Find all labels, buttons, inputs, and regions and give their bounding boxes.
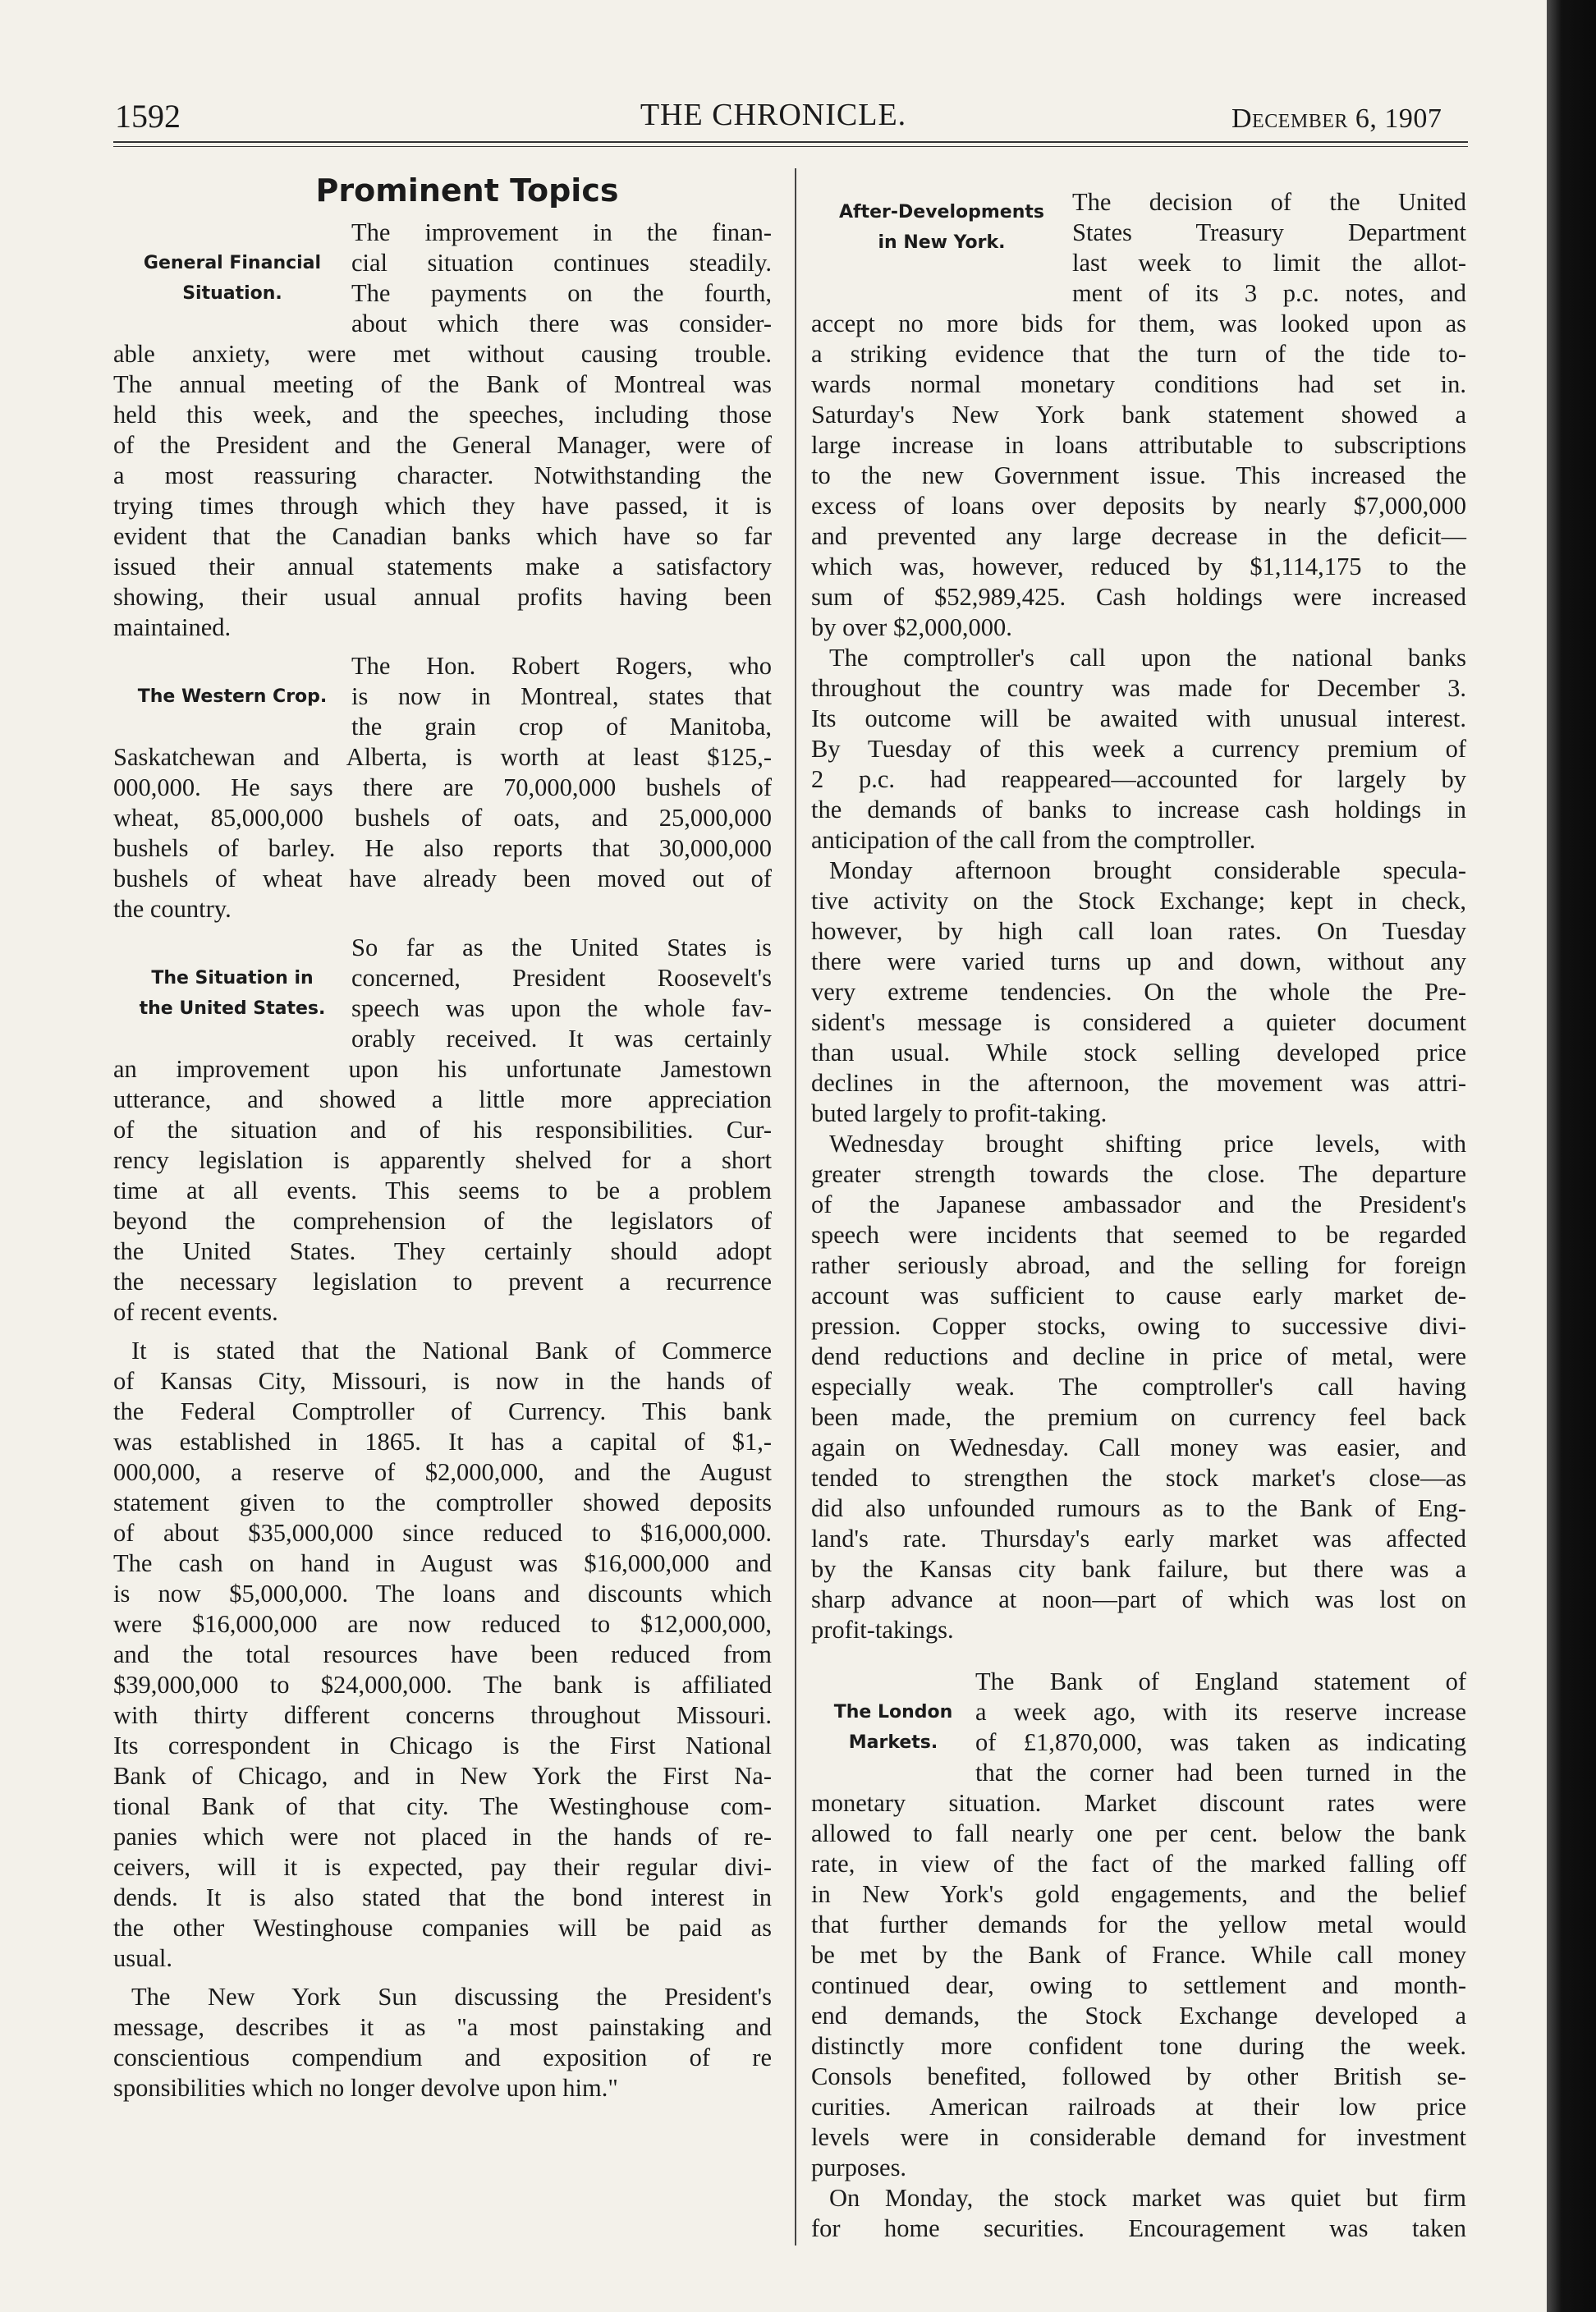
text-line: panies which were not placed in the hands of re- xyxy=(113,1823,772,1851)
text-line: On Monday, the stock market was quiet but firm xyxy=(829,2184,1466,2212)
text-line: did also unfounded rumours as to the Bank of Eng- xyxy=(811,1494,1466,1522)
paragraph-monday-afternoon xyxy=(811,856,1466,1129)
text-line: Saturday's New York bank statement showed a xyxy=(811,401,1466,429)
text-line: profit-takings. xyxy=(811,1616,954,1644)
header-rule-thin xyxy=(113,146,1468,147)
text-line: that the corner had been turned in the xyxy=(975,1759,1466,1787)
text-line: about which there was consider- xyxy=(351,310,772,337)
text-line: able anxiety, were met without causing trouble. xyxy=(113,340,772,368)
text-line: of the President and the General Manager, were of xyxy=(113,431,772,459)
text-line: wheat, 85,000,000 bushels of oats, and 25,000,000 xyxy=(113,804,772,832)
right-column xyxy=(811,187,1466,2244)
topic-body-text xyxy=(811,309,1466,643)
text-line: which was, however, reduced by $1,114,175 to the xyxy=(811,553,1466,580)
text-line: So far as the United States is xyxy=(351,934,772,961)
text-line: account was sufficient to cause early market de- xyxy=(811,1282,1466,1310)
text-line: rate, in view of the fact of the marked falling off xyxy=(811,1850,1466,1878)
text-line: declines in the afternoon, the movement was attri- xyxy=(811,1069,1466,1097)
text-line: conscientious compendium and exposition of re xyxy=(113,2044,772,2071)
text-line: bushels of barley. He also reports that 30,000,000 xyxy=(113,834,772,862)
publication-title: THE CHRONICLE. xyxy=(640,98,907,132)
text-line: land's rate. Thursday's early market was affected xyxy=(811,1525,1466,1553)
text-line: the country. xyxy=(113,895,232,923)
text-line: than usual. While stock selling developed price xyxy=(811,1039,1466,1067)
text-line: purposes. xyxy=(811,2154,907,2181)
text-line: showing, their usual annual profits having been xyxy=(113,583,772,611)
text-line: By Tuesday of this week a currency premium of xyxy=(811,735,1466,763)
text-line: a striking evidence that the turn of the tide to- xyxy=(811,340,1466,368)
text-line: dends. It is also stated that the bond interest in xyxy=(113,1883,772,1911)
text-line: the United States. They certainly should adopt xyxy=(113,1237,772,1265)
issue-date: December 6, 1907 xyxy=(1231,103,1442,134)
scan-border xyxy=(1547,0,1596,2312)
text-line: by the Kansas city bank failure, but there was a xyxy=(811,1555,1466,1583)
text-line: bushels of wheat have already been moved out of xyxy=(113,865,772,892)
text-line: very extreme tendencies. On the whole the Pre- xyxy=(811,978,1466,1006)
text-line: of Kansas City, Missouri, is now in the hands of xyxy=(113,1367,772,1395)
topic-side-text xyxy=(1072,187,1466,309)
text-line: cial situation continues steadily. xyxy=(351,249,772,277)
text-line: dend reductions and decline in price of metal, were xyxy=(811,1342,1466,1370)
text-line: tive activity on the Stock Exchange; kept in check, xyxy=(811,887,1466,915)
column-divider xyxy=(795,168,796,2245)
text-line: anticipation of the call from the comptroller. xyxy=(811,826,1256,854)
topic-side-text xyxy=(351,218,772,339)
text-line: and prevented any large decrease in the deficit— xyxy=(811,522,1466,550)
text-line: It is stated that the National Bank of Commerce xyxy=(131,1337,772,1365)
text-line: of £1,870,000, was taken as indicating xyxy=(975,1728,1466,1756)
text-line: that further demands for the yellow metal would xyxy=(811,1911,1466,1938)
text-line: utterance, and showed a little more appreciation xyxy=(113,1085,772,1113)
text-line: there were varied turns up and down, without any xyxy=(811,947,1466,975)
text-line: The New York Sun discussing the President's xyxy=(131,1983,772,2011)
text-line: the demands of banks to increase cash holdings in xyxy=(811,796,1466,823)
topic-general-financial xyxy=(113,218,772,643)
text-line: of the Japanese ambassador and the President's xyxy=(811,1190,1466,1218)
text-line: 000,000. He says there are 70,000,000 bushels of xyxy=(113,773,772,801)
text-line: is now in Montreal, states that xyxy=(351,682,772,710)
text-line: and the total resources have been reduced from xyxy=(113,1640,772,1668)
text-line: Its outcome will be awaited with unusual interest. xyxy=(811,704,1466,732)
text-line: of recent events. xyxy=(113,1298,278,1326)
topic-body-text xyxy=(113,742,772,924)
text-line: continued dear, owing to settlement and month- xyxy=(811,1971,1466,1999)
text-line: the grain crop of Manitoba, xyxy=(351,713,772,741)
text-line: greater strength towards the close. The departure xyxy=(811,1160,1466,1188)
text-line: however, by high call loan rates. On Tuesday xyxy=(811,917,1466,945)
topic-after-developments xyxy=(811,187,1466,643)
text-line: allowed to fall nearly one per cent. below the bank xyxy=(811,1819,1466,1847)
page-number: 1592 xyxy=(115,98,181,135)
text-line: Bank of Chicago, and in New York the First Na- xyxy=(113,1762,772,1790)
text-line: The cash on hand in August was $16,000,000 and xyxy=(113,1549,772,1577)
text-line: Consols benefited, followed by other British se- xyxy=(811,2062,1466,2090)
text-line: The comptroller's call upon the national banks xyxy=(829,644,1466,672)
text-line: tended to strengthen the stock market's close—as xyxy=(811,1464,1466,1492)
text-line: The annual meeting of the Bank of Montreal was xyxy=(113,370,772,398)
text-line: maintained. xyxy=(113,613,232,641)
text-line: with thirty different concerns throughout Missouri. xyxy=(113,1701,772,1729)
text-line: of the situation and of his responsibilities. Cur- xyxy=(113,1116,772,1144)
text-line: trying times through which they have passed, it is xyxy=(113,492,772,520)
topic-side-text xyxy=(975,1667,1466,1788)
paragraph-comptroller-call xyxy=(811,643,1466,856)
text-line: of about $35,000,000 since reduced to $16,000,000. xyxy=(113,1519,772,1547)
text-line: accept no more bids for them, was looked upon as xyxy=(811,310,1466,337)
text-line: large increase in loans attributable to subscriptions xyxy=(811,431,1466,459)
text-line: curities. American railroads at their low price xyxy=(811,2093,1466,2121)
text-line: is now $5,000,000. The loans and discounts which xyxy=(113,1580,772,1608)
text-line: the Federal Comptroller of Currency. This bank xyxy=(113,1397,772,1425)
text-line: monetary situation. Market discount rates were xyxy=(811,1789,1466,1817)
text-line: sum of $52,989,425. Cash holdings were increased xyxy=(811,583,1466,611)
text-line: speech were incidents that seemed to be regarded xyxy=(811,1221,1466,1249)
topic-western-crop xyxy=(113,651,772,924)
paragraph-wednesday xyxy=(811,1129,1466,1645)
paragraph-new-york-sun xyxy=(113,1982,772,2103)
text-line: The payments on the fourth, xyxy=(351,279,772,307)
text-line: buted largely to profit-taking. xyxy=(811,1099,1108,1127)
text-line: rency legislation is apparently shelved for a short xyxy=(113,1146,772,1174)
text-line: last week to limit the allot- xyxy=(1072,249,1466,277)
topic-body-text xyxy=(811,1788,1466,2183)
text-line: concerned, President Roosevelt's xyxy=(351,964,772,992)
text-line: especially weak. The comptroller's call having xyxy=(811,1373,1466,1401)
text-line: $39,000,000 to $24,000,000. The bank is affiliated xyxy=(113,1671,772,1699)
text-line: by over $2,000,000. xyxy=(811,613,1012,641)
text-line: levels were in considerable demand for investment xyxy=(811,2123,1466,2151)
paragraph-kansas-bank xyxy=(113,1336,772,1974)
text-line: for home securities. Encouragement was taken xyxy=(811,2214,1466,2242)
text-line: 000,000, a reserve of $2,000,000, and the August xyxy=(113,1458,772,1486)
topic-united-states xyxy=(113,933,772,1328)
topic-label: General Financial Situation. xyxy=(143,253,322,304)
text-line: the necessary legislation to prevent a recurrence xyxy=(113,1268,772,1296)
paragraph-final xyxy=(811,2183,1466,2244)
left-column xyxy=(113,172,772,2103)
text-line: been made, the premium on currency feel back xyxy=(811,1403,1466,1431)
text-line: message, describes it as "a most painstaking and xyxy=(113,2013,772,2041)
text-line: again on Wednesday. Call money was easier, and xyxy=(811,1434,1466,1461)
text-line: in New York's gold engagements, and the belief xyxy=(811,1880,1466,1908)
text-line: statement given to the comptroller showed deposits xyxy=(113,1489,772,1516)
text-line: beyond the comprehension of the legislators of xyxy=(113,1207,772,1235)
text-line: excess of loans over deposits by nearly $7,000,000 xyxy=(811,492,1466,520)
text-line: a week ago, with its reserve increase xyxy=(975,1698,1466,1726)
text-line: was established in 1865. It has a capital of $1,- xyxy=(113,1428,772,1456)
text-line: The decision of the United xyxy=(1072,188,1466,216)
topic-label: After-Developments in New York. xyxy=(839,202,1044,253)
text-line: were $16,000,000 are now reduced to $12,000,000, xyxy=(113,1610,772,1638)
section-title: Prominent Topics xyxy=(315,172,619,209)
text-line: usual. xyxy=(113,1944,173,1972)
topic-side-text xyxy=(351,651,772,742)
text-line: distinctly more confident tone during the week. xyxy=(811,2032,1466,2060)
text-line: Monday afternoon brought considerable specula- xyxy=(829,856,1466,884)
topic-body-text xyxy=(113,339,772,643)
text-line: the other Westinghouse companies will be paid as xyxy=(113,1914,772,1942)
text-line: an improvement upon his unfortunate Jamestown xyxy=(113,1055,772,1083)
text-line: to the new Government issue. This increased the xyxy=(811,461,1466,489)
text-line: sident's message is considered a quieter document xyxy=(811,1008,1466,1036)
text-line: orably received. It was certainly xyxy=(351,1025,772,1053)
text-line: Its correspondent in Chicago is the First National xyxy=(113,1732,772,1759)
text-line: sharp advance at noon—part of which was lost on xyxy=(811,1585,1466,1613)
text-line: a most reassuring character. Notwithstanding the xyxy=(113,461,772,489)
topic-london-markets xyxy=(811,1667,1466,2183)
text-line: The Bank of England statement of xyxy=(975,1667,1466,1695)
text-line: The Hon. Robert Rogers, who xyxy=(351,652,772,680)
text-line: rather seriously abroad, and the selling for foreign xyxy=(811,1251,1466,1279)
text-line: throughout the country was made for December 3. xyxy=(811,674,1466,702)
text-line: States Treasury Department xyxy=(1072,218,1466,246)
text-line: end demands, the Stock Exchange developed a xyxy=(811,2002,1466,2030)
header-rule xyxy=(113,141,1468,143)
topic-label: The Western Crop. xyxy=(137,686,328,707)
text-line: ceivers, will it is expected, pay their regular divi- xyxy=(113,1853,772,1881)
text-line: wards normal monetary conditions had set in. xyxy=(811,370,1466,398)
text-line: Wednesday brought shifting price levels, with xyxy=(829,1130,1466,1158)
text-line: issued their annual statements make a satisfactory xyxy=(113,553,772,580)
text-line: pression. Copper stocks, owing to successive divi- xyxy=(811,1312,1466,1340)
text-line: The improvement in the finan- xyxy=(351,218,772,246)
text-line: tional Bank of that city. The Westinghouse com- xyxy=(113,1792,772,1820)
text-line: held this week, and the speeches, including those xyxy=(113,401,772,429)
text-line: ment of its 3 p.c. notes, and xyxy=(1072,279,1466,307)
text-line: be met by the Bank of France. While call money xyxy=(811,1941,1466,1969)
text-line: evident that the Canadian banks which have so far xyxy=(113,522,772,550)
text-line: sponsibilities which no longer devolve upon him." xyxy=(113,2074,618,2102)
topic-body-text xyxy=(113,1054,772,1328)
topic-label: The Situation in the United States. xyxy=(139,968,326,1019)
text-line: time at all events. This seems to be a problem xyxy=(113,1177,772,1204)
text-line: speech was upon the whole fav- xyxy=(351,994,772,1022)
topic-label: The London Markets. xyxy=(833,1702,953,1753)
text-line: Saskatchewan and Alberta, is worth at least $125,- xyxy=(113,743,772,771)
topic-side-text xyxy=(351,933,772,1054)
text-line: 2 p.c. had reappeared—accounted for largely by xyxy=(811,765,1466,793)
